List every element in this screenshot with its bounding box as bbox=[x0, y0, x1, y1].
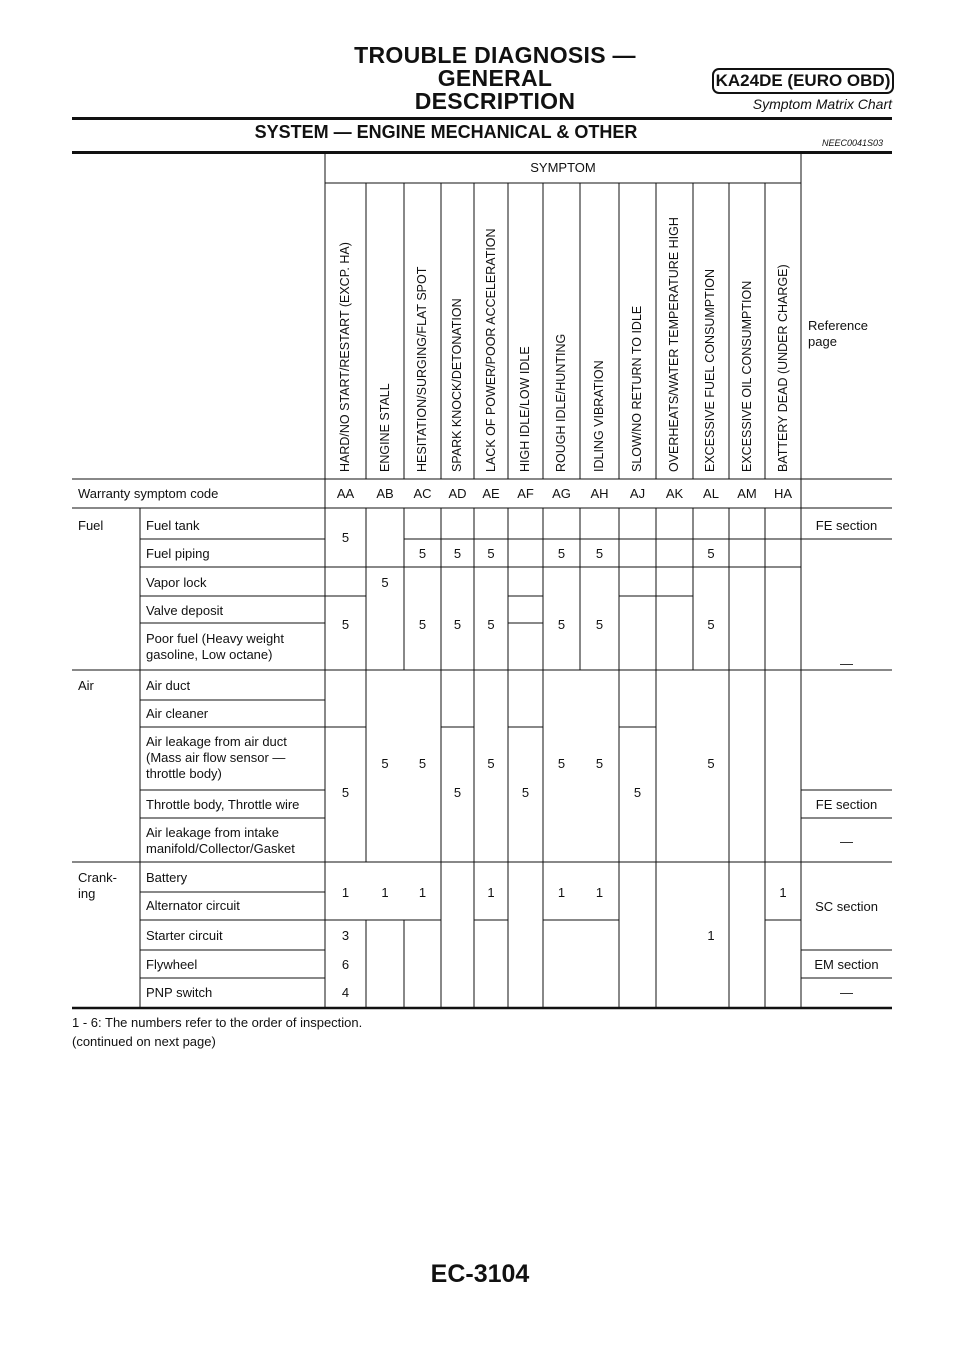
symptom-col-5: LACK OF POWER/POOR ACCELERATION bbox=[484, 228, 498, 472]
warranty-label: Warranty symptom code bbox=[78, 486, 219, 501]
matrix-value: 5 bbox=[557, 756, 566, 771]
matrix-value: 5 bbox=[341, 530, 350, 545]
matrix-value: 5 bbox=[633, 785, 642, 800]
item-label: Starter circuit bbox=[146, 928, 223, 943]
item-label: Air duct bbox=[146, 678, 191, 693]
code-cell: AL bbox=[703, 486, 719, 501]
symptom-col-6: HIGH IDLE/LOW IDLE bbox=[518, 346, 532, 472]
code-cell: AJ bbox=[629, 486, 646, 501]
page-title-line2: DESCRIPTION bbox=[414, 88, 576, 114]
matrix-value: 1 bbox=[707, 928, 715, 943]
section-title: SYSTEM — ENGINE MECHANICAL & OTHER bbox=[254, 122, 638, 142]
matrix-value: 6 bbox=[341, 957, 350, 972]
group-label-cranking: Crank- ing bbox=[78, 870, 118, 901]
code-cell: AB bbox=[376, 486, 394, 501]
matrix-value: 5 bbox=[487, 756, 495, 771]
matrix-value: 5 bbox=[595, 546, 604, 561]
section-code: NEEC0041S03 bbox=[822, 138, 884, 148]
code-cell: AF bbox=[517, 486, 534, 501]
matrix-value: 4 bbox=[341, 985, 350, 1000]
matrix-value: 1 bbox=[557, 885, 566, 900]
matrix-value: 5 bbox=[707, 617, 715, 632]
code-cell: AM bbox=[737, 486, 757, 501]
reference-cell: — bbox=[840, 985, 853, 1000]
item-label: Fuel tank bbox=[146, 518, 200, 533]
matrix-value: 5 bbox=[418, 617, 427, 632]
item-label: Throttle body, Throttle wire bbox=[146, 797, 300, 812]
symptom-col-12: EXCESSIVE OIL CONSUMPTION bbox=[740, 280, 754, 472]
symptom-col-2: ENGINE STALL bbox=[378, 383, 392, 472]
matrix-value: 1 bbox=[418, 885, 427, 900]
matrix-value: 5 bbox=[381, 575, 389, 590]
matrix-value: 1 bbox=[595, 885, 604, 900]
code-cell: AE bbox=[482, 486, 500, 501]
page-number: EC-3104 bbox=[430, 1260, 530, 1288]
item-label: Valve deposit bbox=[146, 603, 224, 618]
matrix-value: 5 bbox=[341, 785, 350, 800]
item-label: Alternator circuit bbox=[146, 898, 240, 913]
reference-cell: SC section bbox=[815, 899, 878, 914]
engine-badge: KA24DE (EURO OBD) bbox=[712, 68, 894, 94]
group-label-fuel: Fuel bbox=[78, 518, 104, 533]
item-label: Air leakage from air duct (Mass air flow sensor — throttle body) bbox=[146, 734, 287, 781]
reference-header: Reference page bbox=[808, 318, 868, 349]
footnote-order: 1 - 6: The numbers refer to the order of inspection. bbox=[72, 1015, 363, 1030]
matrix-value: 1 bbox=[341, 885, 350, 900]
matrix-value: 5 bbox=[707, 756, 715, 771]
matrix-value: 5 bbox=[557, 617, 566, 632]
item-label: PNP switch bbox=[146, 985, 213, 1000]
symptom-col-13: BATTERY DEAD (UNDER CHARGE) bbox=[776, 264, 790, 472]
matrix-value: 5 bbox=[341, 617, 350, 632]
symptom-col-8: IDLING VIBRATION bbox=[592, 360, 606, 472]
symptom-col-7: ROUGH IDLE/HUNTING bbox=[554, 333, 568, 472]
matrix-value: 1 bbox=[487, 885, 495, 900]
symptom-col-4: SPARK KNOCK/DETONATION bbox=[450, 298, 464, 472]
item-label: Battery bbox=[146, 870, 188, 885]
symptom-col-3: HESITATION/SURGING/FLAT SPOT bbox=[415, 266, 429, 472]
reference-cell: EM section bbox=[814, 957, 879, 972]
code-cell: AC bbox=[413, 486, 432, 501]
matrix-value: 5 bbox=[707, 546, 715, 561]
item-label: Air cleaner bbox=[146, 706, 209, 721]
reference-cell: — bbox=[840, 834, 853, 849]
code-cell: HA bbox=[773, 486, 793, 501]
code-cell: AD bbox=[448, 486, 467, 501]
footnote-continued: (continued on next page) bbox=[72, 1034, 216, 1049]
matrix-value: 5 bbox=[418, 756, 427, 771]
code-cell: AK bbox=[665, 486, 684, 501]
matrix-value: 1 bbox=[779, 885, 787, 900]
reference-cell: — bbox=[840, 656, 853, 671]
code-cell: AH bbox=[590, 486, 609, 501]
matrix-value: 1 bbox=[381, 885, 389, 900]
matrix-value: 3 bbox=[341, 928, 350, 943]
matrix-value: 5 bbox=[487, 617, 495, 632]
reference-cell: FE section bbox=[815, 797, 878, 812]
matrix-value: 5 bbox=[595, 756, 604, 771]
page-title-line1: TROUBLE DIAGNOSIS — GENERAL bbox=[354, 42, 636, 91]
symptom-col-9: SLOW/NO RETURN TO IDLE bbox=[630, 305, 644, 472]
matrix-value: 5 bbox=[487, 546, 495, 561]
symptom-col-11: EXCESSIVE FUEL CONSUMPTION bbox=[703, 268, 717, 472]
matrix-value: 5 bbox=[557, 546, 566, 561]
item-label: Flywheel bbox=[146, 957, 198, 972]
matrix-value: 5 bbox=[453, 546, 462, 561]
code-cell: AA bbox=[336, 486, 355, 501]
matrix-value: 5 bbox=[521, 785, 530, 800]
symptom-col-10: OVERHEATS/WATER TEMPERATURE HIGH bbox=[667, 217, 681, 472]
matrix-value: 5 bbox=[453, 617, 462, 632]
matrix-value: 5 bbox=[595, 617, 604, 632]
code-cell: AG bbox=[552, 486, 571, 501]
matrix-value: 5 bbox=[453, 785, 462, 800]
reference-cell: FE section bbox=[815, 518, 878, 533]
item-label: Poor fuel (Heavy weight gasoline, Low octane) bbox=[146, 631, 285, 662]
item-label: Fuel piping bbox=[146, 546, 210, 561]
symptom-header: SYMPTOM bbox=[530, 160, 596, 175]
item-label: Vapor lock bbox=[146, 575, 207, 590]
symptom-col-1: HARD/NO START/RESTART (EXCP. HA) bbox=[338, 242, 352, 472]
item-label: Air leakage from intake manifold/Collector/Gasket bbox=[146, 825, 295, 856]
matrix-value: 5 bbox=[381, 756, 389, 771]
group-label-air: Air bbox=[78, 678, 94, 693]
matrix-value: 5 bbox=[418, 546, 427, 561]
page-subtitle: Symptom Matrix Chart bbox=[752, 96, 892, 112]
